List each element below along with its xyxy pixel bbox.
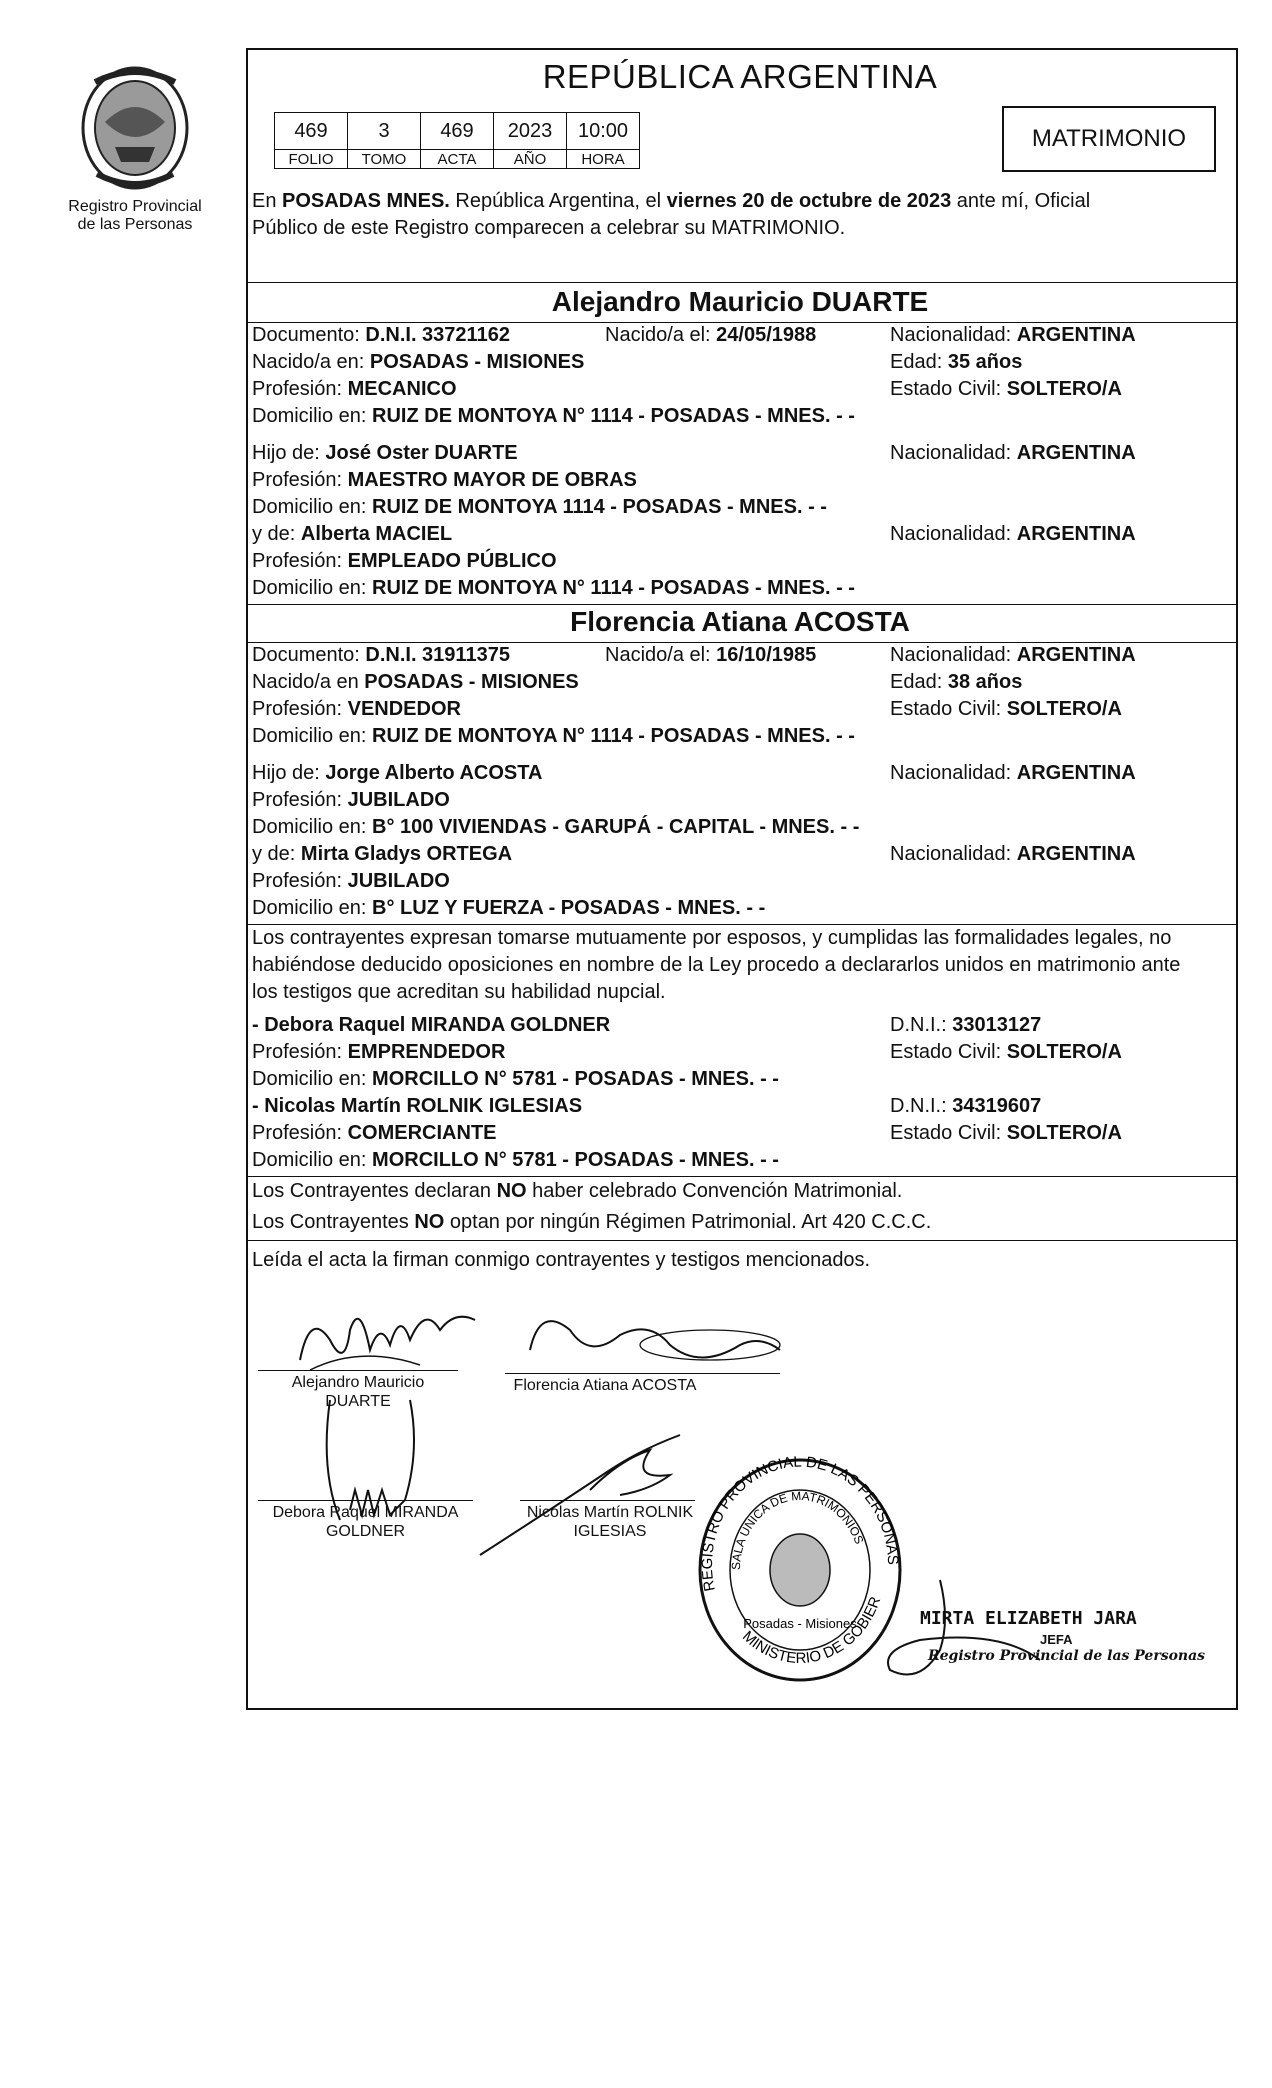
field-value: ARGENTINA bbox=[1016, 762, 1136, 784]
convention-text: Los Contrayentes bbox=[252, 1211, 415, 1233]
officer-name: MIRTA ELIZABETH JARA bbox=[920, 1608, 1137, 1629]
signature-label-miranda bbox=[258, 1503, 473, 1541]
signature-name: Alejandro Mauricio bbox=[291, 1374, 425, 1391]
field-label: Hijo de: bbox=[252, 762, 326, 784]
intro-text: ante mí, Oficial bbox=[951, 190, 1091, 212]
seal-city: Posadas - Misiones bbox=[743, 1616, 857, 1631]
spouse-2-address bbox=[252, 723, 855, 750]
hour-value: 10:00 bbox=[567, 113, 640, 150]
spouse-2-father-address bbox=[252, 814, 859, 841]
spouse-2-birthdate bbox=[605, 642, 816, 669]
field-value: 38 años bbox=[947, 671, 1023, 693]
field-value: B° LUZ Y FUERZA - POSADAS - MNES. - - bbox=[372, 897, 766, 919]
field-value: ARGENTINA bbox=[1016, 644, 1136, 666]
field-label: y de: bbox=[252, 843, 301, 865]
field-value: COMERCIANTE bbox=[347, 1122, 497, 1144]
signature-name: DUARTE bbox=[325, 1393, 391, 1410]
field-label: Estado Civil: bbox=[890, 1122, 1007, 1144]
field-label: D.N.I.: bbox=[890, 1095, 953, 1117]
witness-1-dni bbox=[890, 1012, 1041, 1039]
officer-role: JEFA bbox=[1040, 1632, 1073, 1647]
witness-1-civil-status bbox=[890, 1039, 1122, 1066]
intro-text: República Argentina, el bbox=[449, 190, 667, 212]
spouse-1-father bbox=[252, 440, 518, 467]
field-value: 35 años bbox=[947, 351, 1023, 373]
field-label: Profesión: bbox=[252, 789, 348, 811]
field-value: SOLTERO/A bbox=[1006, 1122, 1122, 1144]
spouse-1-name: Alejandro Mauricio DUARTE bbox=[551, 286, 929, 317]
signature-label-acosta: Florencia Atiana ACOSTA bbox=[513, 1377, 697, 1394]
field-label: Nacido/a el: bbox=[605, 324, 717, 346]
spouse-2-mother bbox=[252, 841, 512, 868]
signature-name: Debora Raquel MIRANDA bbox=[272, 1504, 459, 1521]
field-value: SOLTERO/A bbox=[1006, 1041, 1122, 1063]
field-label: Estado Civil: bbox=[890, 698, 1007, 720]
field-value: MAESTRO MAYOR DE OBRAS bbox=[347, 469, 637, 491]
spouse-1-father-profession bbox=[252, 467, 637, 494]
field-label: Domicilio en: bbox=[252, 725, 373, 747]
field-label: Nacido/a en bbox=[252, 671, 365, 693]
spouse-2-document bbox=[252, 642, 510, 669]
witness-2-name: - Nicolas Martín ROLNIK IGLESIAS bbox=[252, 1095, 583, 1117]
convention-line-1 bbox=[252, 1178, 902, 1205]
field-label: y de: bbox=[252, 523, 301, 545]
signature-name: IGLESIAS bbox=[573, 1523, 647, 1540]
field-value: Mirta Gladys ORTEGA bbox=[300, 843, 513, 865]
field-value: Jorge Alberto ACOSTA bbox=[325, 762, 543, 784]
intro-text: En bbox=[252, 190, 283, 212]
field-label: Hijo de: bbox=[252, 442, 326, 464]
spouse-2-father-nationality bbox=[890, 760, 1136, 787]
section-divider bbox=[246, 282, 1236, 283]
convention-text: haber celebrado Convención Matrimonial. bbox=[526, 1180, 903, 1202]
spouse-1-civil-status bbox=[890, 376, 1122, 403]
convention-text: Los Contrayentes declaran bbox=[252, 1180, 497, 1202]
field-label: Profesión: bbox=[252, 870, 348, 892]
spouse-1-mother-profession bbox=[252, 548, 557, 575]
spouse-2-father-profession bbox=[252, 787, 450, 814]
signature-line bbox=[520, 1500, 695, 1501]
field-label: Nacionalidad: bbox=[890, 442, 1017, 464]
witness-2-address bbox=[252, 1147, 779, 1174]
field-value: SOLTERO/A bbox=[1006, 698, 1122, 720]
field-value: RUIZ DE MONTOYA N° 1114 - POSADAS - MNES. - - bbox=[372, 405, 855, 427]
record-table bbox=[274, 112, 640, 169]
spouse-2-father bbox=[252, 760, 542, 787]
spouse-1-document bbox=[252, 322, 510, 349]
spouse-2-name: Florencia Atiana ACOSTA bbox=[570, 606, 910, 637]
field-value: EMPLEADO PÚBLICO bbox=[347, 550, 557, 572]
caption-line-2: de las Personas bbox=[77, 216, 193, 233]
field-value: JUBILADO bbox=[347, 789, 450, 811]
spouse-2-mother-address bbox=[252, 895, 765, 922]
field-label: Domicilio en: bbox=[252, 577, 373, 599]
field-label: Documento: bbox=[252, 644, 366, 666]
spouse-2-birthplace bbox=[252, 669, 579, 696]
spouse-1-profession bbox=[252, 376, 457, 403]
field-label: Edad: bbox=[890, 671, 948, 693]
section-divider bbox=[246, 1240, 1236, 1241]
intro-line-2: Público de este Registro comparecen a celebrar su MATRIMONIO. bbox=[252, 217, 846, 239]
field-value: RUIZ DE MONTOYA N° 1114 - POSADAS - MNES. - - bbox=[372, 725, 855, 747]
field-value: ARGENTINA bbox=[1016, 442, 1136, 464]
field-value: 34319607 bbox=[952, 1095, 1042, 1117]
field-value: RUIZ DE MONTOYA 1114 - POSADAS - MNES. - - bbox=[372, 496, 827, 518]
witness-2-civil-status bbox=[890, 1120, 1122, 1147]
field-label: Nacionalidad: bbox=[890, 762, 1017, 784]
act-type-box: MATRIMONIO bbox=[1002, 106, 1216, 172]
witness-1-profession bbox=[252, 1039, 505, 1066]
field-value: POSADAS - MISIONES bbox=[369, 351, 585, 373]
field-value: ARGENTINA bbox=[1016, 324, 1136, 346]
field-value: MORCILLO N° 5781 - POSADAS - MNES. - - bbox=[372, 1068, 779, 1090]
registry-logo bbox=[60, 62, 210, 262]
spouse-1-birthplace bbox=[252, 349, 584, 376]
field-value: B° 100 VIVIENDAS - GARUPÁ - CAPITAL - MNES. - - bbox=[372, 816, 860, 838]
spouse-2-profession bbox=[252, 696, 461, 723]
seal-bottom-path: MINISTERIO DE GOBIERNO bbox=[684, 1437, 885, 1667]
field-label: Nacionalidad: bbox=[890, 523, 1017, 545]
year-label: AÑO bbox=[494, 150, 567, 169]
acta-value: 469 bbox=[421, 113, 494, 150]
spouse-1-mother-nationality bbox=[890, 521, 1136, 548]
spouse-2-civil-status bbox=[890, 696, 1122, 723]
field-label: Nacionalidad: bbox=[890, 644, 1017, 666]
tomo-value: 3 bbox=[348, 113, 421, 150]
field-label: Profesión: bbox=[252, 469, 348, 491]
folio-value: 469 bbox=[275, 113, 348, 150]
field-label: Nacionalidad: bbox=[890, 843, 1017, 865]
signature-line bbox=[505, 1373, 780, 1374]
hour-label: HORA bbox=[567, 150, 640, 169]
signature-line bbox=[258, 1370, 458, 1371]
spouse-1-father-address bbox=[252, 494, 827, 521]
signature-line bbox=[258, 1500, 473, 1501]
field-label: Domicilio en: bbox=[252, 897, 373, 919]
province-emblem-icon bbox=[75, 62, 195, 194]
section-divider bbox=[246, 1176, 1236, 1177]
convention-no: NO bbox=[414, 1211, 445, 1233]
field-value: 24/05/1988 bbox=[716, 324, 817, 346]
field-label: Estado Civil: bbox=[890, 378, 1007, 400]
field-value: D.N.I. 31911375 bbox=[365, 644, 510, 666]
field-value: POSADAS - MISIONES bbox=[364, 671, 579, 693]
witness-2-profession bbox=[252, 1120, 497, 1147]
field-value: MECANICO bbox=[347, 378, 457, 400]
declaration-line-3: los testigos que acreditan su habilidad nupcial. bbox=[252, 981, 666, 1003]
spouse-1-birthdate bbox=[605, 322, 816, 349]
officer-office: Registro Provincial de las Personas bbox=[928, 1648, 1206, 1664]
official-seal-icon bbox=[684, 1437, 910, 1690]
field-value: JUBILADO bbox=[347, 870, 450, 892]
seal-outer-path: REGISTRO PROVINCIAL DE LAS PERSONAS bbox=[698, 1453, 902, 1593]
section-divider bbox=[246, 604, 1236, 605]
field-label: Nacionalidad: bbox=[890, 324, 1017, 346]
declaration-line-1: Los contrayentes expresan tomarse mutuamente por esposos, y cumplidas las formalidades legales, no bbox=[252, 927, 1172, 949]
spouse-1-father-nationality bbox=[890, 440, 1136, 467]
field-value: ARGENTINA bbox=[1016, 523, 1136, 545]
field-label: Nacido/a el: bbox=[605, 644, 717, 666]
witness-1-address bbox=[252, 1066, 779, 1093]
field-value: 16/10/1985 bbox=[716, 644, 817, 666]
spouse-1-address bbox=[252, 403, 855, 430]
field-value: Alberta MACIEL bbox=[300, 523, 453, 545]
field-label: Domicilio en: bbox=[252, 1149, 373, 1171]
field-value: RUIZ DE MONTOYA N° 1114 - POSADAS - MNES. - - bbox=[372, 577, 855, 599]
signature-name: GOLDNER bbox=[325, 1523, 406, 1540]
witness-2-dni bbox=[890, 1093, 1041, 1120]
spouse-2-age bbox=[890, 669, 1022, 696]
seal-inner-path: SALA UNICA DE MATRIMONIOS bbox=[728, 1488, 867, 1571]
signature-acosta-icon bbox=[510, 1300, 790, 1380]
spouse-1-nationality bbox=[890, 322, 1136, 349]
closing-statement: Leída el acta la firman conmigo contrayentes y testigos mencionados. bbox=[252, 1249, 871, 1271]
field-label: Nacido/a en: bbox=[252, 351, 370, 373]
folio-label: FOLIO bbox=[275, 150, 348, 169]
intro-line-1 bbox=[252, 188, 1090, 215]
spouse-2-mother-nationality bbox=[890, 841, 1136, 868]
intro-date: viernes 20 de octubre de 2023 bbox=[666, 190, 952, 212]
field-value: José Oster DUARTE bbox=[325, 442, 518, 464]
convention-line-2 bbox=[252, 1209, 931, 1236]
caption-line-1: Registro Provincial bbox=[68, 198, 202, 215]
field-value: VENDEDOR bbox=[347, 698, 461, 720]
field-value: D.N.I. 33721162 bbox=[365, 324, 510, 346]
year-value: 2023 bbox=[494, 113, 567, 150]
field-value: ARGENTINA bbox=[1016, 843, 1136, 865]
tomo-label: TOMO bbox=[348, 150, 421, 169]
document-title: REPÚBLICA ARGENTINA bbox=[542, 58, 938, 95]
spouse-1-mother bbox=[252, 521, 452, 548]
field-label: Domicilio en: bbox=[252, 405, 373, 427]
field-value: 33013127 bbox=[952, 1014, 1042, 1036]
field-label: Profesión: bbox=[252, 1041, 348, 1063]
witness-1-name: - Debora Raquel MIRANDA GOLDNER bbox=[252, 1014, 611, 1036]
field-value: SOLTERO/A bbox=[1006, 378, 1122, 400]
field-label: D.N.I.: bbox=[890, 1014, 953, 1036]
field-label: Domicilio en: bbox=[252, 496, 373, 518]
field-label: Domicilio en: bbox=[252, 1068, 373, 1090]
field-label: Profesión: bbox=[252, 1122, 348, 1144]
field-label: Profesión: bbox=[252, 378, 348, 400]
spouse-2-nationality bbox=[890, 642, 1136, 669]
field-label: Profesión: bbox=[252, 550, 348, 572]
declaration-line-2: habiéndose deducido oposiciones en nombre de la Ley procedo a declararlos unidos en matrimonio ante bbox=[252, 954, 1181, 976]
spouse-1-mother-address bbox=[252, 575, 855, 602]
spouse-2-mother-profession bbox=[252, 868, 450, 895]
intro-place: POSADAS MNES. bbox=[282, 190, 450, 212]
field-value: EMPRENDEDOR bbox=[347, 1041, 506, 1063]
registry-caption bbox=[60, 198, 210, 234]
convention-no: NO bbox=[496, 1180, 527, 1202]
spouse-1-age bbox=[890, 349, 1022, 376]
signature-label-rolnik bbox=[520, 1503, 700, 1541]
field-label: Estado Civil: bbox=[890, 1041, 1007, 1063]
field-label: Edad: bbox=[890, 351, 948, 373]
field-label: Profesión: bbox=[252, 698, 348, 720]
field-label: Domicilio en: bbox=[252, 816, 373, 838]
field-label: Documento: bbox=[252, 324, 366, 346]
convention-text: optan por ningún Régimen Patrimonial. Art 420 C.C.C. bbox=[444, 1211, 932, 1233]
field-value: MORCILLO N° 5781 - POSADAS - MNES. - - bbox=[372, 1149, 779, 1171]
signature-name: Nicolas Martín ROLNIK bbox=[526, 1504, 694, 1521]
acta-label: ACTA bbox=[421, 150, 494, 169]
